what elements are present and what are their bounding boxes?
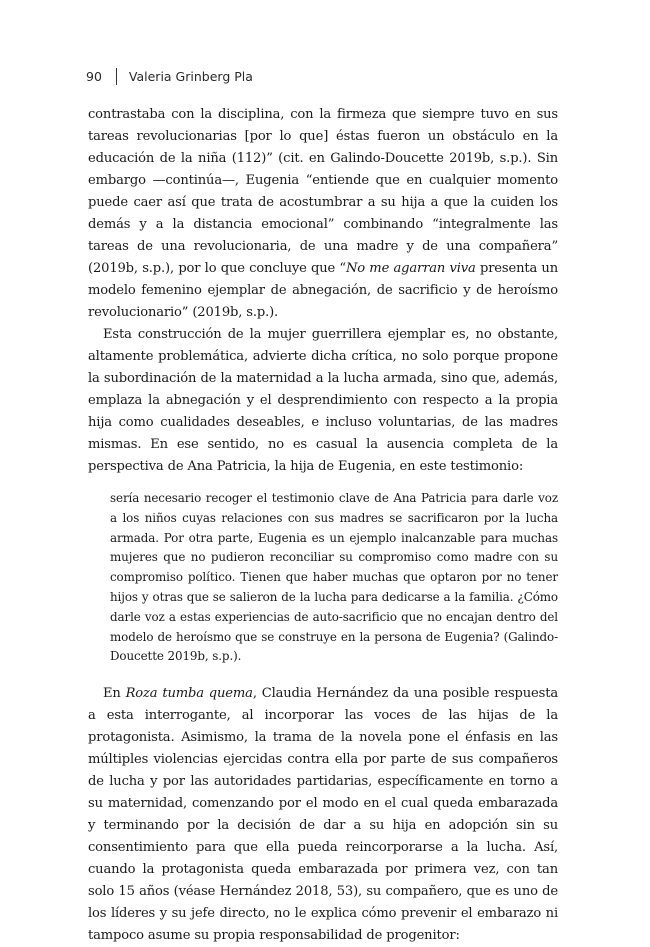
paragraph-text: En — [103, 686, 126, 702]
body-text — [88, 104, 558, 947]
page-number: 90 — [86, 69, 102, 84]
paragraph-continuation — [88, 104, 558, 324]
paragraph-text: presenta un modelo femenino ejemplar de abnegación, de sacrificio y de heroísmo revolucionario” (2019b, s.p.). — [88, 261, 558, 320]
running-author: Valeria Grinberg Pla — [128, 69, 253, 84]
book-title-italic: No me agarran viva — [345, 261, 476, 276]
paragraph-text: , Claudia Hernández da una posible respuesta a esta interrogante, al incorporar las voces de las hijas de la protagonista. Asimismo, la trama de la novela pone el énfasis en las múltiples violencias ejercidas contra ella por parte de sus compañeros de lucha y por las autoridades partidarias, específicamente en torno a su maternidad, comenzando por el modo en el cual queda embarazada y terminando por la decisión de dar a su hija en adopción sin su consentimiento para que ella pueda reincorporarse a la lucha. Así, cuando la protagonista queda embarazada por primera vez, con tan solo 15 años (véase Hernández 2018, 53), su compañero, que es uno de los líderes y su jefe directo, no le explica cómo prevenir el embarazo ni tampoco asume su propia responsabilidad de progenitor: — [88, 686, 558, 944]
header-divider — [116, 68, 117, 85]
running-header — [86, 68, 253, 85]
block-quote: sería necesario recoger el testimonio clave de Ana Patricia para darle voz a los niños cuyas relaciones con sus madres se sacrificaron por la lucha armada. Por otra parte, Eugenia es un ejemplo inalcanzable para muchas mujeres que no pudieron reconciliar su compromiso como madre con su compromiso político. Tienen que haber muchas que optaron por no tener hijos y otras que se salieron de la lucha para dedicarse a la familia. ¿Cómo darle voz a estas experiencias de auto-sacrificio que no encajan dentro del modelo de heroísmo que se construye en la persona de Eugenia? (Galindo-Doucette 2019b, s.p.). — [110, 491, 558, 664]
book-title-italic: Roza tumba quema — [125, 686, 253, 702]
paragraph: Esta construcción de la mujer guerrillera ejemplar es, no obstante, altamente problemática, advierte dicha crítica, no solo porque propone la subordinación de la maternidad a la lucha armada, sino que, además, emplaza la abnegación y el desprendimiento con respecto a la propia hija como cualidades deseables, e incluso voluntarias, de las madres mismas. En ese sentido, no es casual la ausencia completa de la perspectiva de Ana Patricia, la hija de Eugenia, en este testimonio: — [88, 327, 558, 474]
paragraph — [88, 683, 558, 947]
paragraph-text: contrastaba con la disciplina, con la firmeza que siempre tuvo en sus tareas revolucionarias [por lo que] éstas fueron un obstáculo en la educación de la niña (112)” (cit. en Galindo-Doucette 2019b, s.p.). Sin embargo —continúa—, Eugenia “entiende que en cualquier momento puede caer así que trata de acostumbrar a su hija a que la cuiden los demás y a la distancia emocional” combinando “integralmente las tareas de una revolucionaria, de una madre y de una compañera” (2019b, s.p.), por lo que concluye que “ — [88, 107, 558, 276]
